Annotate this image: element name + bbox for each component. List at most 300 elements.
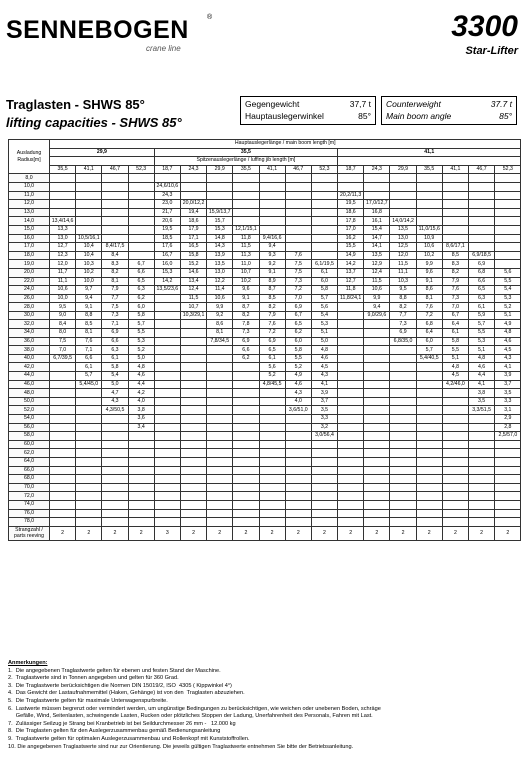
capacity-cell [311, 217, 337, 226]
table-row [9, 457, 521, 466]
capacity-cell [207, 397, 233, 406]
capacity-cell: 14,7 [364, 234, 390, 243]
spec-label: Hauptauslegerwinkel [245, 111, 324, 121]
capacity-cell [442, 492, 468, 501]
capacity-cell [338, 389, 364, 398]
table-row [9, 397, 521, 406]
reeving-cell: 2 [364, 526, 390, 540]
table-row [9, 311, 521, 320]
capacity-cell [128, 457, 154, 466]
note-item: 8. Die Traglasten gelten für den Auslegerzusammenbau gemäß Bedienungsanleitung [8, 728, 221, 735]
capacity-cell: 6,1 [76, 363, 102, 372]
capacity-cell: 12,7 [338, 277, 364, 286]
capacity-cell [469, 483, 495, 492]
jib-length-cell: 46,7 [469, 165, 495, 174]
capacity-cell [338, 492, 364, 501]
capacity-cell [390, 406, 416, 415]
capacity-cell [128, 217, 154, 226]
capacity-cell [364, 457, 390, 466]
reeving-cell: 2 [76, 526, 102, 540]
capacity-cell [180, 191, 206, 200]
capacity-cell [76, 200, 102, 209]
radius-cell: 24,0 [9, 286, 50, 295]
table-row [9, 466, 521, 475]
capacity-cell [469, 475, 495, 484]
capacity-cell [102, 509, 128, 518]
capacity-cell [128, 449, 154, 458]
capacity-cell: 4,2 [128, 389, 154, 398]
capacity-cell: 6,0 [128, 303, 154, 312]
capacity-cell: 6,7/39,5 [50, 354, 76, 363]
capacity-cell [364, 337, 390, 346]
capacity-cell: 4,0 [285, 397, 311, 406]
capacity-cell [364, 423, 390, 432]
capacity-cell: 13,5 [207, 260, 233, 269]
capacity-cell: 17,0 [338, 225, 364, 234]
capacity-cell: 4,8/45,5 [259, 380, 285, 389]
capacity-cell: 9,6 [233, 286, 259, 295]
capacity-cell [338, 449, 364, 458]
capacity-cell: 5,1 [495, 311, 521, 320]
capacity-cell: 14,0/14,2 [390, 217, 416, 226]
capacity-cell [495, 475, 521, 484]
capacity-cell [338, 509, 364, 518]
capacity-cell [180, 500, 206, 509]
capacity-cell [416, 475, 442, 484]
capacity-cell [364, 432, 390, 441]
capacity-cell [416, 518, 442, 527]
capacity-cell: 7,3 [233, 329, 259, 338]
capacity-cell [469, 466, 495, 475]
capacity-cell [102, 217, 128, 226]
capacity-cell: 6,6 [128, 268, 154, 277]
capacity-cell [311, 509, 337, 518]
capacity-cell [233, 380, 259, 389]
radius-cell: 60,0 [9, 440, 50, 449]
capacity-cell: 10,7 [180, 303, 206, 312]
capacity-cell [76, 217, 102, 226]
capacity-cell [469, 200, 495, 209]
capacity-cell [50, 466, 76, 475]
capacity-cell: 6,4 [442, 320, 468, 329]
capacity-cell [364, 475, 390, 484]
capacity-cell: 5,5 [469, 329, 495, 338]
capacity-cell [469, 518, 495, 527]
note-item: 2. Traglastwerte sind in Tonnen angegeben und gelten für 360 Grad. [8, 675, 179, 682]
capacity-cell: 4,6 [285, 380, 311, 389]
capacity-cell: 3,4 [128, 423, 154, 432]
capacity-cell [50, 475, 76, 484]
capacity-cell [338, 397, 364, 406]
capacity-cell: 5,9 [469, 311, 495, 320]
capacity-cell [50, 174, 76, 183]
capacity-cell: 6,4 [416, 329, 442, 338]
capacity-cell [233, 440, 259, 449]
capacity-cell [390, 466, 416, 475]
capacity-cell: 4,3 [285, 389, 311, 398]
capacity-cell: 8,9 [259, 277, 285, 286]
capacity-cell: 11,8/24,1 [338, 294, 364, 303]
capacity-cell [442, 449, 468, 458]
capacity-cell [495, 500, 521, 509]
capacity-cell: 5,6 [495, 268, 521, 277]
capacity-cell [259, 466, 285, 475]
capacity-cell [102, 432, 128, 441]
capacity-cell [207, 200, 233, 209]
capacity-cell [338, 372, 364, 381]
capacity-cell [416, 457, 442, 466]
capacity-cell [442, 406, 468, 415]
capacity-cell [469, 191, 495, 200]
capacity-cell [259, 415, 285, 424]
note-item: 9. Traglastwerte gelten für optimalen Auslegerzusammenbau und Rollenkopf mit Kunststoffrollen. [8, 735, 250, 742]
capacity-cell: 8,6 [207, 320, 233, 329]
radius-cell: 52,0 [9, 406, 50, 415]
capacity-cell [233, 509, 259, 518]
spec-label: Counterweight [386, 99, 441, 109]
capacity-cell: 5,6 [311, 303, 337, 312]
capacity-cell [128, 492, 154, 501]
capacity-cell: 6,6 [102, 337, 128, 346]
capacity-cell: 4,1 [469, 380, 495, 389]
radius-cell: 30,0 [9, 311, 50, 320]
capacity-cell [207, 492, 233, 501]
capacity-cell [233, 500, 259, 509]
radius-cell: 64,0 [9, 457, 50, 466]
capacity-cell: 7,6 [76, 337, 102, 346]
capacity-cell [180, 423, 206, 432]
capacity-cell [128, 500, 154, 509]
capacity-cell [442, 225, 468, 234]
capacity-cell: 6,0 [311, 277, 337, 286]
registered-mark: ® [207, 14, 213, 21]
capacity-cell [285, 182, 311, 191]
capacity-cell [416, 466, 442, 475]
capacity-cell [50, 500, 76, 509]
capacity-cell: 18,6 [338, 208, 364, 217]
capacity-cell [416, 423, 442, 432]
capacity-cell: 8,6 [416, 286, 442, 295]
capacity-cell: 10,4 [76, 251, 102, 260]
capacity-cell [50, 191, 76, 200]
reeving-cell: 2 [50, 526, 76, 540]
reeving-cell: 2 [285, 526, 311, 540]
capacity-cell: 5,3 [128, 337, 154, 346]
capacity-cell [364, 397, 390, 406]
capacity-cell [50, 492, 76, 501]
capacity-cell [390, 397, 416, 406]
capacity-cell [364, 440, 390, 449]
capacity-cell [390, 509, 416, 518]
capacity-cell: 3,3 [495, 397, 521, 406]
capacity-cell [154, 363, 180, 372]
radius-cell: 12,0 [9, 200, 50, 209]
capacity-cell [180, 389, 206, 398]
capacity-cell: 7,5 [102, 303, 128, 312]
radius-cell: 46,0 [9, 380, 50, 389]
capacity-cell: 11,1 [50, 277, 76, 286]
capacity-cell [207, 380, 233, 389]
capacity-cell [76, 440, 102, 449]
jib-length-cell: 35,5 [50, 165, 76, 174]
capacity-cell [233, 423, 259, 432]
capacity-cell [180, 354, 206, 363]
capacity-cell [233, 208, 259, 217]
capacity-cell: 21,7 [154, 208, 180, 217]
capacity-cell [76, 518, 102, 527]
capacity-cell: 5,8 [128, 311, 154, 320]
jib-length-cell: 52,3 [311, 165, 337, 174]
capacity-cell [495, 200, 521, 209]
capacity-cell [50, 389, 76, 398]
company-logo: SENNEBOGEN [6, 16, 189, 44]
capacity-cell: 14,8 [207, 234, 233, 243]
capacity-cell [442, 234, 468, 243]
capacity-cell [180, 440, 206, 449]
capacity-cell [285, 466, 311, 475]
capacity-cell [390, 354, 416, 363]
capacity-cell [102, 492, 128, 501]
table-row [9, 182, 521, 191]
capacity-cell: 4,6 [128, 372, 154, 381]
capacity-cell: 23,0 [154, 200, 180, 209]
capacity-cell [154, 406, 180, 415]
capacity-cell: 13,4 [180, 277, 206, 286]
capacity-cell: 12,0 [50, 260, 76, 269]
capacity-cell: 5,0 [128, 354, 154, 363]
capacity-cell [128, 440, 154, 449]
capacity-cell [154, 423, 180, 432]
capacity-cell [76, 457, 102, 466]
capacity-cell [495, 182, 521, 191]
capacity-cell [128, 225, 154, 234]
capacity-cell [442, 457, 468, 466]
capacity-cell [207, 483, 233, 492]
capacity-cell [76, 406, 102, 415]
capacity-cell [285, 440, 311, 449]
table-row [9, 320, 521, 329]
note-item: 5. Die Traglastwerte gelten für maximale Unterwagenspurbreite. [8, 697, 168, 704]
capacity-cell: 6,1 [259, 354, 285, 363]
capacity-cell [154, 475, 180, 484]
capacity-cell: 12,7 [50, 243, 76, 252]
capacity-cell [469, 208, 495, 217]
table-row [9, 500, 521, 509]
capacity-cell [154, 492, 180, 501]
radius-cell: 40,0 [9, 354, 50, 363]
capacity-cell [233, 217, 259, 226]
capacity-cell: 7,5 [285, 268, 311, 277]
capacity-cell [233, 432, 259, 441]
capacity-cell [285, 225, 311, 234]
capacity-cell [207, 423, 233, 432]
capacity-cell [233, 483, 259, 492]
capacity-cell [154, 337, 180, 346]
capacity-cell [364, 449, 390, 458]
radius-cell: 42,0 [9, 363, 50, 372]
capacity-cell [50, 182, 76, 191]
capacity-cell [338, 500, 364, 509]
radius-cell: 50,0 [9, 397, 50, 406]
capacity-cell [180, 320, 206, 329]
capacity-cell [285, 518, 311, 527]
capacity-cell [338, 518, 364, 527]
capacity-cell: 9,0/29,6 [364, 311, 390, 320]
capacity-cell [338, 182, 364, 191]
capacity-cell [259, 217, 285, 226]
capacity-cell: 6,9/18,5 [469, 251, 495, 260]
capacity-cell: 8,2 [259, 303, 285, 312]
capacity-cell [469, 449, 495, 458]
capacity-cell [495, 449, 521, 458]
capacity-cell [207, 440, 233, 449]
table-row [9, 346, 521, 355]
capacity-cell [259, 483, 285, 492]
capacity-cell [311, 500, 337, 509]
capacity-cell: 3,5 [495, 389, 521, 398]
table-row [9, 354, 521, 363]
note-item: 1. Die angegebenen Traglastwerte gelten für ebenen und festen Stand der Maschine. [8, 667, 221, 674]
capacity-cell: 10,6 [50, 286, 76, 295]
capacity-cell [469, 243, 495, 252]
reeving-row [9, 526, 521, 540]
capacity-cell [338, 406, 364, 415]
capacity-cell: 8,6/17,1 [442, 243, 468, 252]
capacity-cell [285, 208, 311, 217]
capacity-cell: 8,4/17,5 [102, 243, 128, 252]
radius-cell: 78,0 [9, 518, 50, 527]
capacity-cell: 6,9 [390, 329, 416, 338]
capacity-cell [207, 466, 233, 475]
capacity-cell: 3,3/51,5 [469, 406, 495, 415]
capacity-cell [442, 432, 468, 441]
capacity-cell: 3,6 [128, 415, 154, 424]
capacity-cell: 14,9 [338, 251, 364, 260]
capacity-cell: 15,3 [154, 268, 180, 277]
capacity-cell [154, 397, 180, 406]
capacity-cell [442, 466, 468, 475]
capacity-cell [390, 483, 416, 492]
capacity-cell [416, 406, 442, 415]
capacity-cell [102, 518, 128, 527]
capacity-cell [390, 191, 416, 200]
radius-cell: 74,0 [9, 500, 50, 509]
capacity-cell [416, 174, 442, 183]
capacity-cell [495, 251, 521, 260]
capacity-cell: 16,5 [180, 243, 206, 252]
table-row [9, 294, 521, 303]
jib-length-cell: 18,7 [154, 165, 180, 174]
table-row [9, 449, 521, 458]
capacity-cell [154, 303, 180, 312]
main-boom-group: 29,9 [50, 148, 155, 157]
reeving-label: Strangzahl / parts reeving [9, 526, 50, 540]
capacity-cell: 12,4 [180, 286, 206, 295]
capacity-cell: 4,8 [311, 346, 337, 355]
capacity-cell: 14,2 [338, 260, 364, 269]
radius-cell: 19,0 [9, 260, 50, 269]
capacity-cell [128, 200, 154, 209]
capacity-cell: 3,2 [311, 423, 337, 432]
capacity-cell: 5,6 [259, 363, 285, 372]
capacity-cell [311, 208, 337, 217]
capacity-cell [180, 397, 206, 406]
capacity-cell [180, 509, 206, 518]
capacity-cell: 11,7 [50, 268, 76, 277]
capacity-cell: 6,3 [102, 346, 128, 355]
capacity-cell: 10,2 [416, 251, 442, 260]
capacity-cell [338, 457, 364, 466]
capacity-cell [442, 217, 468, 226]
capacity-cell [102, 466, 128, 475]
jib-length-cell: 41,1 [259, 165, 285, 174]
capacity-cell [128, 182, 154, 191]
capacity-cell [76, 415, 102, 424]
reeving-cell: 2 [311, 526, 337, 540]
capacity-cell [50, 200, 76, 209]
capacity-cell [338, 303, 364, 312]
spec-row [245, 98, 371, 110]
capacity-cell [442, 191, 468, 200]
table-row [9, 492, 521, 501]
capacity-cell [207, 372, 233, 381]
capacity-cell [442, 208, 468, 217]
radius-cell: 62,0 [9, 449, 50, 458]
capacity-cell [311, 243, 337, 252]
capacity-cell [102, 415, 128, 424]
capacity-cell: 6,7 [128, 260, 154, 269]
capacity-cell [233, 182, 259, 191]
main-boom-group: 35,5 [154, 148, 337, 157]
capacity-cell [233, 457, 259, 466]
capacity-cell [285, 432, 311, 441]
capacity-cell [442, 415, 468, 424]
capacity-cell [207, 363, 233, 372]
capacity-cell [285, 423, 311, 432]
capacity-cell [50, 440, 76, 449]
capacity-cell [469, 440, 495, 449]
capacity-cell: 6,9 [102, 329, 128, 338]
capacity-cell [364, 518, 390, 527]
capacity-cell: 5,2 [285, 363, 311, 372]
notes-heading: Anmerkungen: [8, 660, 48, 666]
capacity-cell [495, 234, 521, 243]
capacity-cell: 16,1 [364, 217, 390, 226]
capacity-cell [154, 449, 180, 458]
capacity-cell [233, 466, 259, 475]
capacity-cell: 11,5 [180, 294, 206, 303]
capacity-cell [102, 475, 128, 484]
table-row [9, 475, 521, 484]
capacity-cell [128, 432, 154, 441]
reeving-cell: 3 [154, 526, 180, 540]
capacity-cell: 8,2 [390, 303, 416, 312]
note-item: 10. Die angegebenen Traglastwerte sind nur zur Orientierung. Die jeweils gültigen Traglastwerte entnehmen Sie bitte der Betriebsanleitung. [8, 743, 354, 750]
capacity-cell: 7,2 [416, 311, 442, 320]
capacity-cell [390, 174, 416, 183]
capacity-cell: 12,1/15,1 [233, 225, 259, 234]
capacity-cell [338, 415, 364, 424]
capacity-cell [259, 432, 285, 441]
capacity-cell [76, 492, 102, 501]
capacity-cell: 4,1 [495, 363, 521, 372]
capacity-cell: 7,3 [390, 320, 416, 329]
capacity-cell: 5,5 [442, 346, 468, 355]
capacity-cell: 4,5 [311, 363, 337, 372]
capacity-cell: 11,4 [207, 286, 233, 295]
jib-length-cell: 46,7 [285, 165, 311, 174]
capacity-cell: 7,9 [259, 311, 285, 320]
